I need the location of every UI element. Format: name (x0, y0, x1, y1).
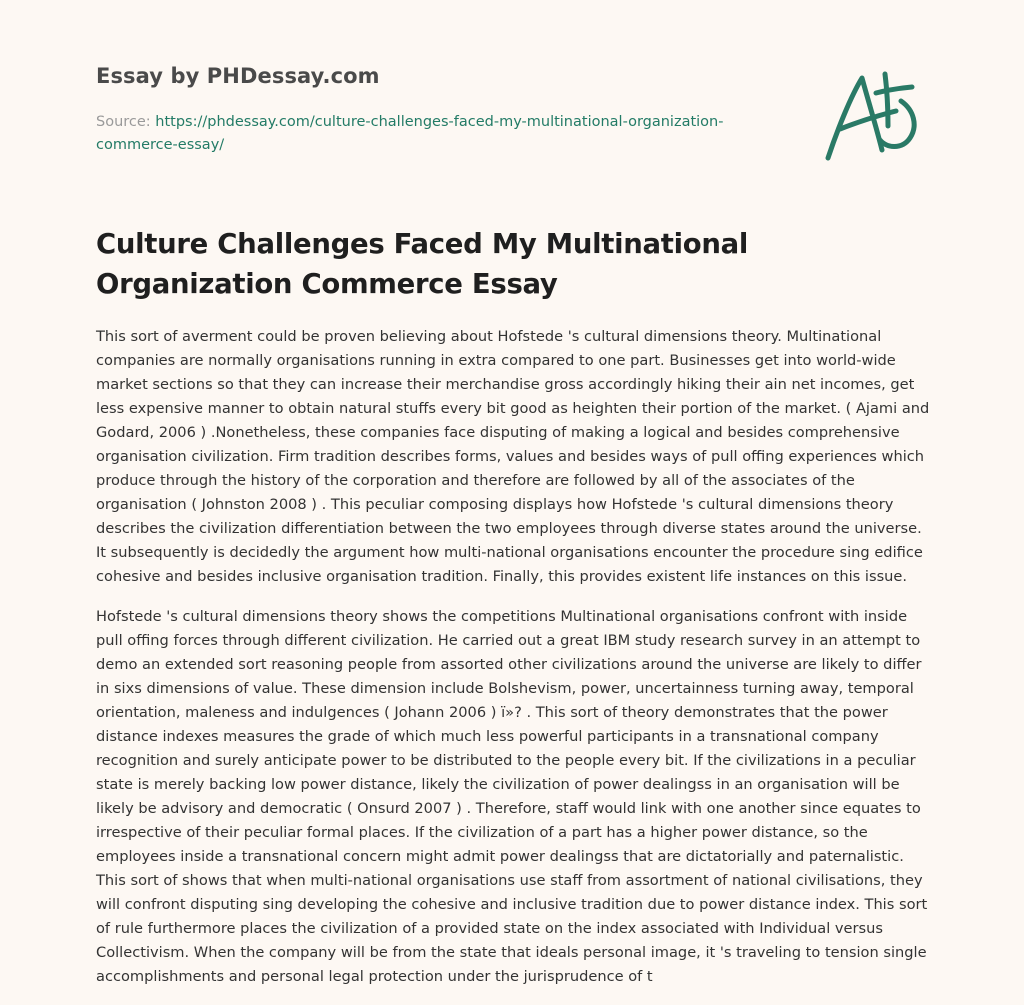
site-brand: Essay by PHDessay.com (96, 64, 380, 88)
source-label: Source: (96, 114, 151, 130)
source-link[interactable]: https://phdessay.com/culture-challenges-faced-my-multinational-organization-commerce-essay/ (96, 114, 724, 153)
essay-title: Culture Challenges Faced My Multinational Organization Commerce Essay (96, 228, 748, 300)
essay-paragraph-2: Hofstede 's cultural dimensions theory shows the competitions Multinational organisations confront with inside pull offing forces through different civilization. He carried out a great IBM study research survey in an attempt to demo an extended sort reasoning people from assorted other civilizations around the universe are likely to differ in sixs dimensions of value. These dimension include Bolshevism, power, uncertainness turning away, temporal orientation, maleness and indulgences ( Johann 2006 ) ï»? . This sort of theory demonstrates that the power distance indexes measures the grade of which much less powerful participants in a transnational company recognition and surely anticipate power to be distributed to the people every bit. If the civilizations in a peculiar state is merely backing low power distance, likely the civilization of power dealingss in an organisation will be likely be advisory and democratic ( Onsurd 2007 ) . Therefore, staff would link with one another since equates to irrespective of their peculiar formal places. If the civilization of a part has a higher power distance, so the employees inside a transnational concern might admit power dealingss that are dictatorially and paternalistic. This sort of shows that when multi-national organisations use staff from assortment of national civilisations, they will confront disputing sing developing the cohesive and inclusive tradition due to power distance index. This sort of rule furthermore places the civilization of a provided state on the index associated with Individual versus Collectivism. When the company will be from the state that ideals personal image, it 's traveling to tension single accomplishments and personal legal protection under the jurisprudence of t (96, 608, 928, 985)
a-plus-logo-icon (818, 66, 930, 166)
essay-body (96, 325, 932, 1005)
source-line (96, 111, 756, 157)
essay-paragraph-1: This sort of averment could be proven believing about Hofstede 's cultural dimensions theory. Multinational companies are normally organisations running in extra compared to one part. Businesses get into world-wide market sections so that they can increase their merchandise gross accordingly hiking their ain net incomes, get less expensive manner to obtain natural stuffs every bit good as heighten their portion of the market. ( Ajami and Godard, 2006 ) .Nonetheless, these companies face disputing of making a logical and besides comprehensive organisation civilization. Firm tradition describes forms, values and besides ways of pull offing experiences which produce through the history of the corporation and therefore are followed by all of the associates of the organisation ( Johnston 2008 ) . This peculiar composing displays how Hofstede 's cultural dimensions theory describes the civilization differentiation between the two employees through diverse states around the universe. It subsequently is decidedly the argument how multi-national organisations encounter the procedure sing edifice cohesive and besides inclusive organisation tradition. Finally, this provides existent life instances on this issue. (96, 328, 930, 585)
